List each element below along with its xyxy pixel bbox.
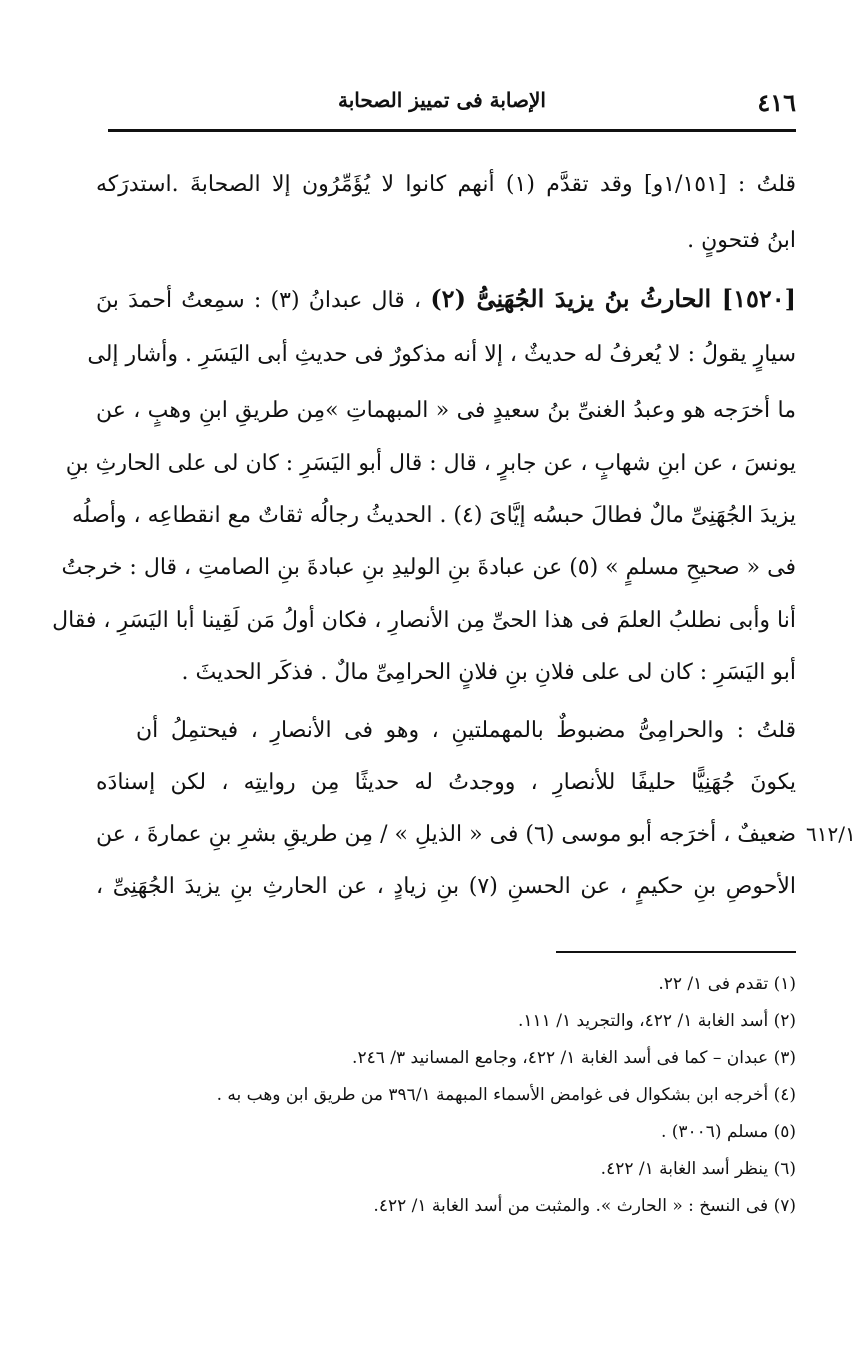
body-line-1: قلتُ : [١/١٥١و] وقد تقدَّم (١) أنهم كانوا لا يُؤَمِّرُون إلا الصحابةَ .استدرَكه bbox=[96, 172, 796, 197]
entry-rest: ، قال عبدانُ (٣) : سمِعتُ أحمدَ بنَ bbox=[96, 288, 422, 313]
footnote-4: (٤) أخرجه ابن بشكوال فى غوامض الأسماء المبهمة ٣٩٦/١ من طريق ابن وهب به . bbox=[216, 1085, 796, 1105]
footnote-3: (٣) عبدان – كما فى أسد الغابة ١/ ٤٢٢، وجامع المسانيد ٣/ ٢٤٦. bbox=[352, 1048, 796, 1068]
entry-number: [١٥٢٠ bbox=[733, 284, 797, 313]
footnote-2: (٢) أسد الغابة ١/ ٤٢٢، والتجريد ١/ ١١١. bbox=[518, 1011, 796, 1031]
body-line-14: الأحوصِ بنِ حكيمٍ ، عن الحسنِ (٧) بنِ زيادٍ ، عن الحارثِ بنِ يزيدَ الجُهَنِىِّ ، bbox=[96, 874, 796, 899]
running-title: الإصابة فى تمييز الصحابة bbox=[338, 88, 546, 112]
body-line-2: ابنُ فتحونٍ . bbox=[687, 228, 796, 253]
body-line-5: ما أخرَجه هو وعبدُ الغنىِّ بنُ سعيدٍ فى « المبهماتِ »مِن طريقِ ابنِ وهبٍ ، عن bbox=[96, 398, 796, 423]
footnote-rule bbox=[556, 951, 796, 953]
body-line-7: يزيدَ الجُهَنِىِّ مالٌ فطالَ حبسُه إيَّاىَ (٤) . الحديثُ رجالُه ثقاتٌ مع انقطاعِه ، وأصلُه bbox=[71, 503, 796, 528]
header-rule bbox=[108, 129, 796, 132]
body-line-6: يونسَ ، عن ابنِ شهابٍ ، عن جابرٍ ، قال : قال أبو اليَسَرِ : كان لى على الحارثِ بنِ bbox=[65, 451, 796, 476]
entry-name: ] الحارثُ بنُ يزيدَ الجُهَنِىُّ (٢) bbox=[430, 284, 734, 313]
entry-heading-line bbox=[96, 284, 796, 316]
footnote-5: (٥) مسلم (٣٠٠٦) . bbox=[660, 1122, 796, 1142]
marginal-folio-ref: ٦١٢/١ bbox=[806, 822, 856, 846]
page-number: ٤١٦ bbox=[757, 88, 796, 117]
footnote-1: (١) تقدم فى ١/ ٢٢. bbox=[658, 974, 796, 994]
body-line-9: أنا وأبى نطلبُ العلمَ فى هذا الحىِّ مِن الأنصارِ ، فكان أولُ مَن لَقِينا أبا اليَسَرِ ، فقال bbox=[52, 608, 796, 633]
footnote-7: (٧) فى النسخ : « الحارث ». والمثبت من أسد الغابة ١/ ٤٢٢. bbox=[373, 1196, 796, 1216]
page-header bbox=[108, 82, 796, 122]
body-line-10: أبو اليَسَرِ : كان لى على فلانِ بنِ فلانٍ الحرامِىِّ مالٌ . فذكَر الحديثَ . bbox=[181, 660, 796, 685]
body-line-4: سيارٍ يقولُ : لا يُعرفُ له حديثٌ ، إلا أنه مذكورٌ فى حديثِ أبى اليَسَرِ . وأشار إلى bbox=[87, 342, 796, 367]
body-line-13: ضعيفٌ ، أخرَجه أبو موسى (٦) فى « الذيلِ » / مِن طريقِ بشرِ بنِ عمارةَ ، عن bbox=[96, 822, 797, 847]
footnote-6: (٦) ينظر أسد الغابة ١/ ٤٢٢. bbox=[600, 1159, 796, 1179]
body-line-12: يكونَ جُهَنِيًّا حليفًا للأنصارِ ، ووجدتُ له حديثًا مِن روايتِه ، لكن إسنادَه bbox=[96, 770, 796, 795]
body-line-11: قلتُ : والحرامِىُّ مضبوطٌ بالمهملتينِ ، وهو فى الأنصارِ ، فيحتمِلُ أن bbox=[136, 718, 796, 743]
body-line-8: فى « صحيحِ مسلمٍ » (٥) عن عبادةَ بنِ الوليدِ بنِ عبادةَ بنِ الصامتِ ، قال : خرجتُ bbox=[61, 555, 796, 580]
